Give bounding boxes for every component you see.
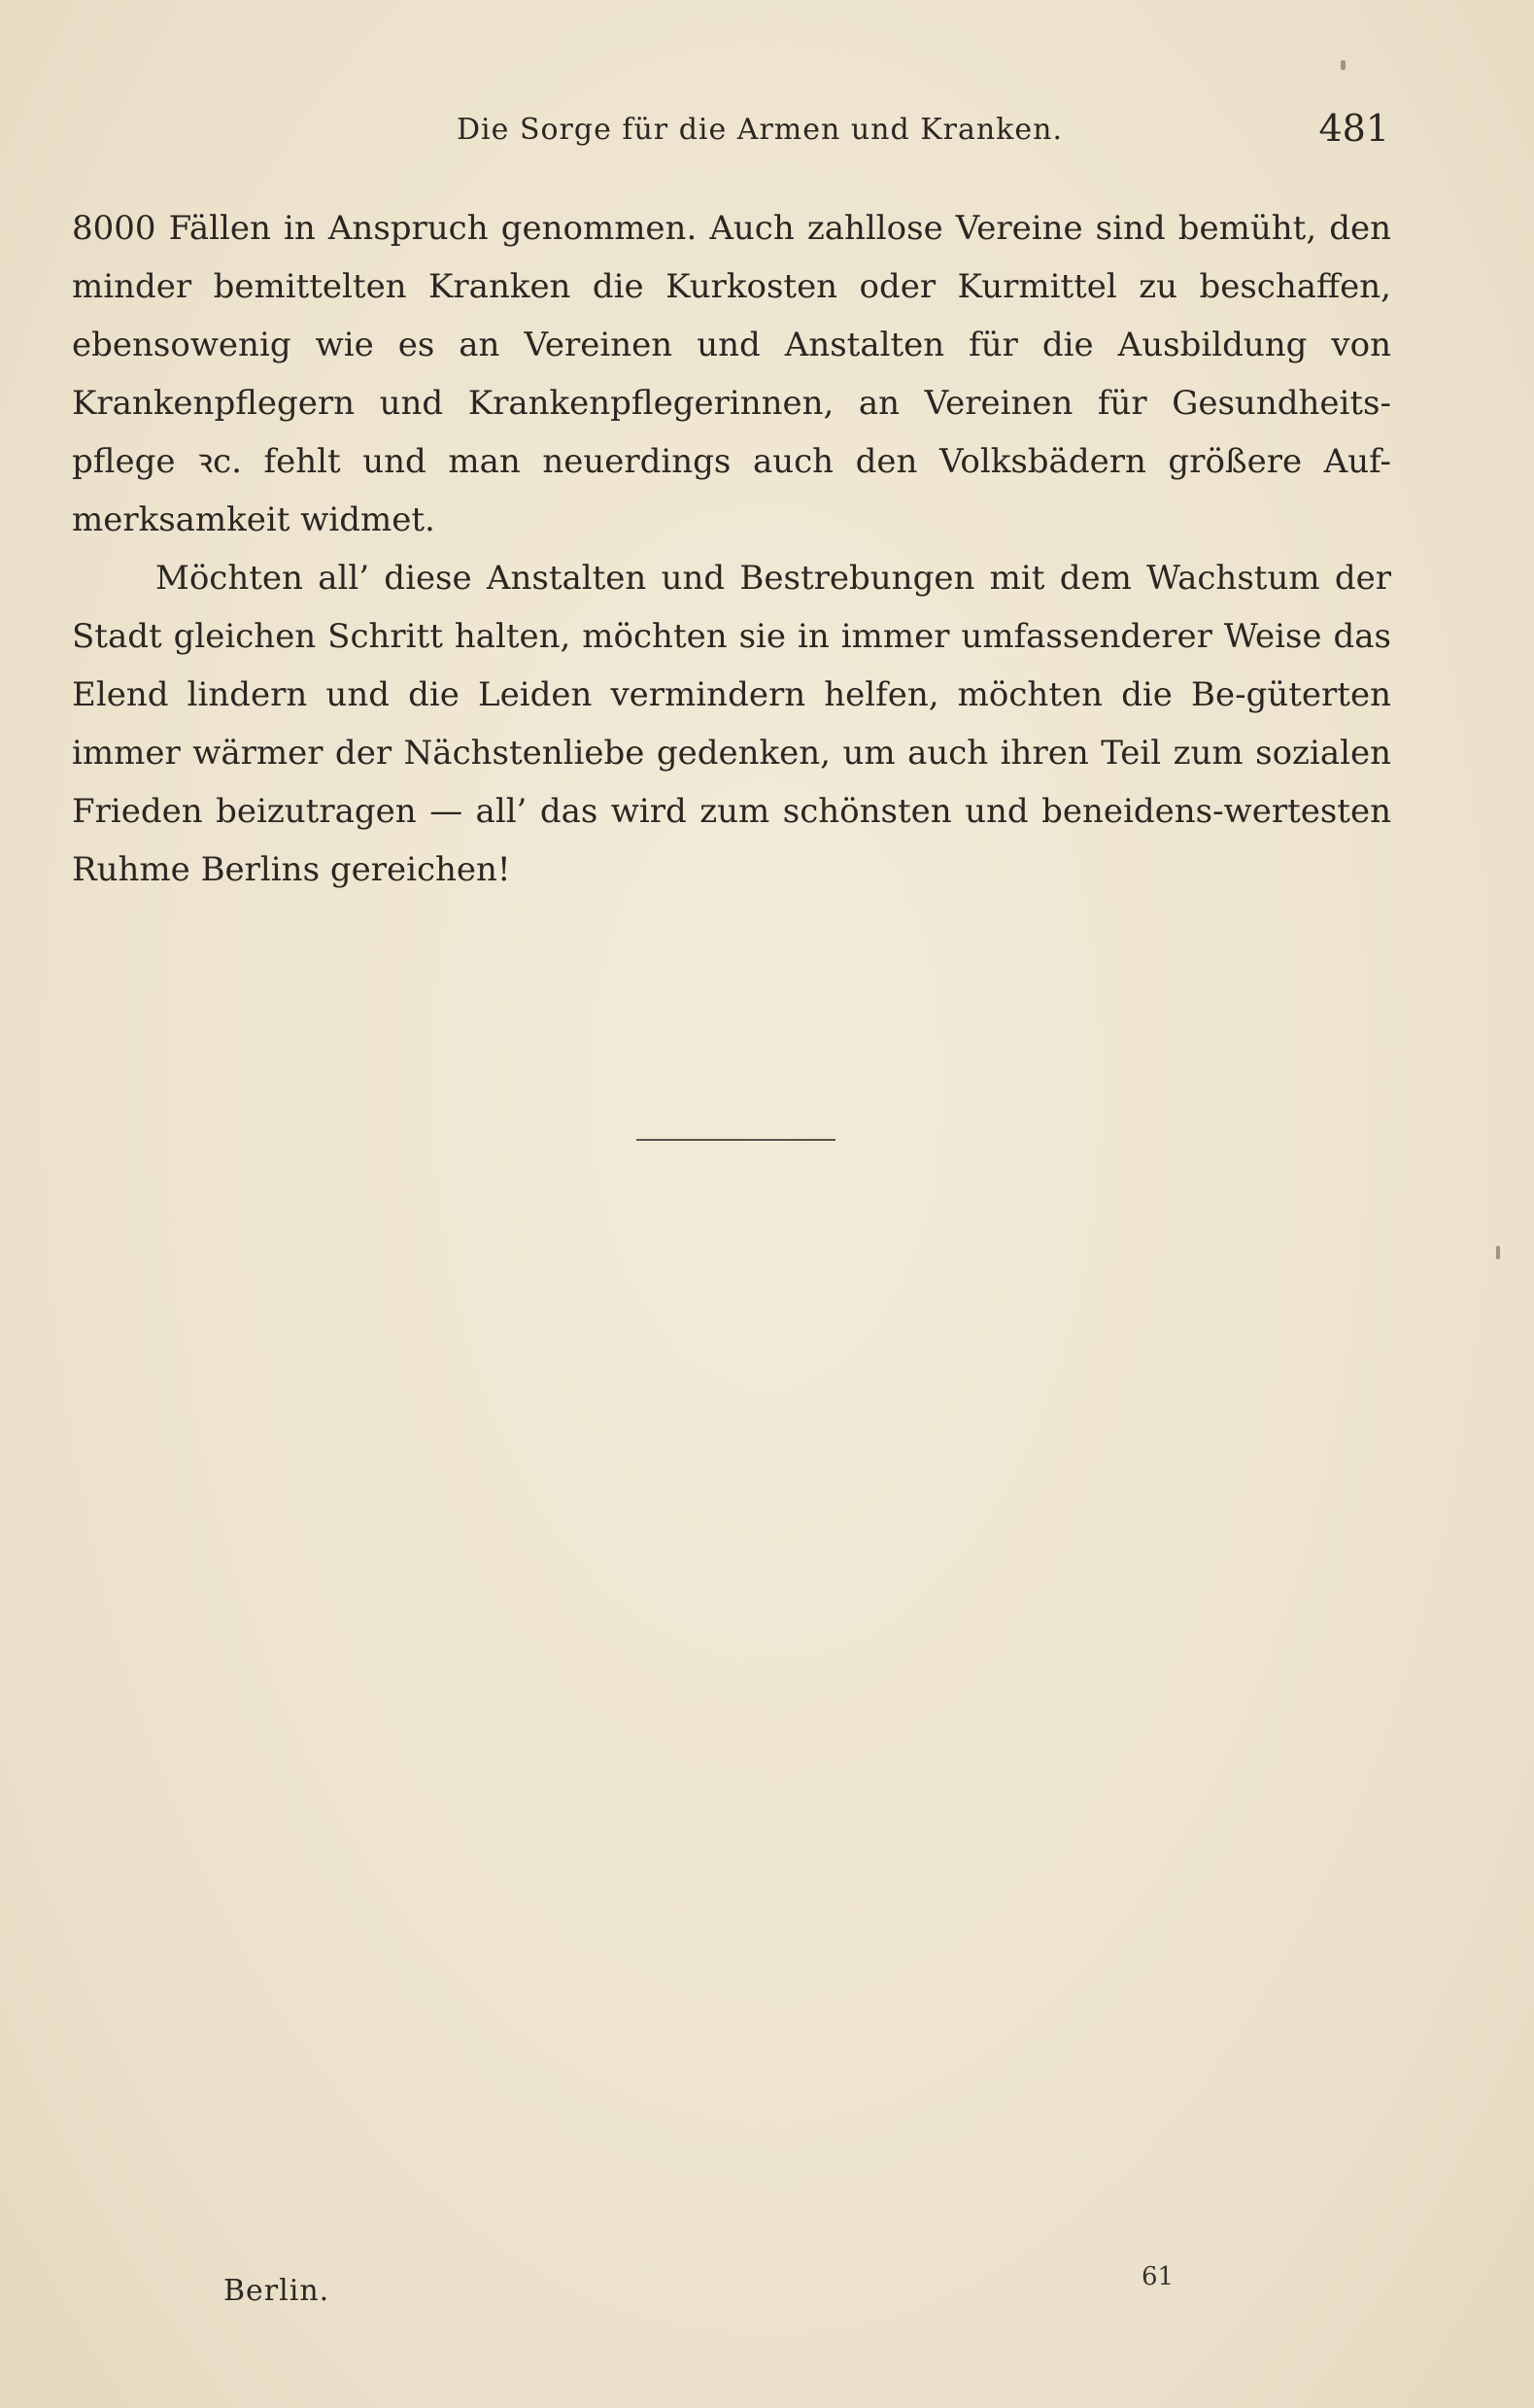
paragraph-2: Möchten all’ diese Anstalten und Bestrebungen mit dem Wachstum der Stadt gleichen Schritt halten, möchten sie in immer umfassenderer Weise das Elend lindern und die Leiden vermindern helfen, möchten die Be-güterten immer wärmer der Nächstenliebe gedenken, um auch ihren Teil zum sozialen Frieden beizutragen — all’ das wird zum schönsten und beneidens-wertesten Ruhme Berlins gereichen! bbox=[72, 559, 1391, 889]
page-header bbox=[72, 107, 1389, 155]
footer-signature: Berlin. bbox=[223, 2274, 330, 2308]
section-end-rule bbox=[636, 1139, 835, 1141]
ink-speck bbox=[1341, 60, 1346, 70]
paragraph-1: 8000 Fällen in Anspruch genommen. Auch zahllose Vereine sind bemüht, den minder bemittelten Kranken die Kurkosten oder Kurmittel zu beschaffen, ebensowenig wie es an Vereinen und Anstalten für die Ausbildung von Krankenpflegern und Krankenpflegerinnen, an Vereinen für Gesundheits-pflege ꝛc. fehlt und man neuerdings auch den Volksbädern größere Auf-merksamkeit widmet. bbox=[72, 209, 1391, 539]
page-number: 481 bbox=[1318, 107, 1389, 150]
running-title: Die Sorge für die Armen und Kranken. bbox=[457, 113, 1063, 147]
body-text bbox=[72, 199, 1391, 899]
ink-speck bbox=[1496, 1246, 1500, 1259]
footer-sheet-number: 61 bbox=[1142, 2262, 1175, 2291]
